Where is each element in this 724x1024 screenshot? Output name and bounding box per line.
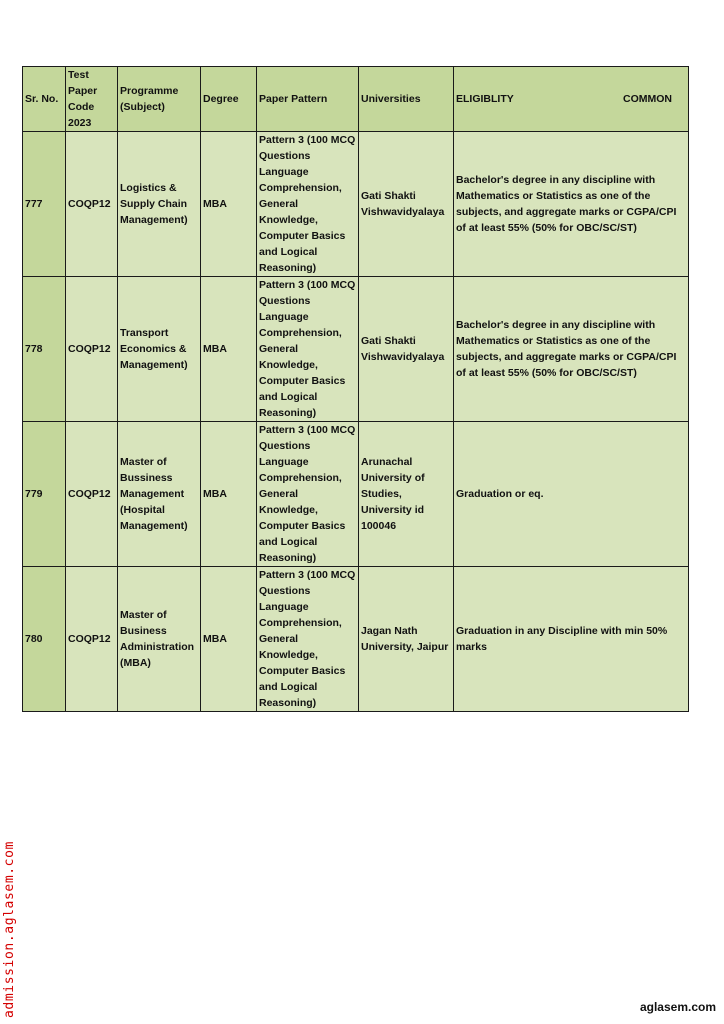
cell-test-paper-code: COQP12: [66, 132, 118, 277]
cell-sr-no: 777: [23, 132, 66, 277]
table-row: [23, 277, 689, 422]
cell-university: Arunachal University of Studies, University id 100046: [359, 422, 454, 567]
cell-eligibility: Graduation or eq.: [454, 422, 689, 567]
cell-degree: MBA: [201, 277, 257, 422]
cell-degree: MBA: [201, 132, 257, 277]
cell-university: Gati Shakti Vishwavidyalaya: [359, 132, 454, 277]
cell-test-paper-code: COQP12: [66, 567, 118, 712]
cell-sr-no: 779: [23, 422, 66, 567]
footer-brand: aglasem.com: [639, 1000, 716, 1014]
cell-sr-no: 778: [23, 277, 66, 422]
cell-paper-pattern: Pattern 3 (100 MCQ Questions Language Comprehension, General Knowledge, Computer Basics and Logical Reasoning): [257, 277, 359, 422]
header-eligibility-label: ELIGIBLITY: [456, 93, 514, 105]
cell-paper-pattern: Pattern 3 (100 MCQ Questions Language Comprehension, General Knowledge, Computer Basics and Logical Reasoning): [257, 132, 359, 277]
cell-university: Gati Shakti Vishwavidyalaya: [359, 277, 454, 422]
cell-degree: MBA: [201, 567, 257, 712]
cell-university: Jagan Nath University, Jaipur: [359, 567, 454, 712]
cell-sr-no: 780: [23, 567, 66, 712]
cell-paper-pattern: Pattern 3 (100 MCQ Questions Language Comprehension, General Knowledge, Computer Basics and Logical Reasoning): [257, 567, 359, 712]
cell-programme: Logistics & Supply Chain Management): [118, 132, 201, 277]
cell-test-paper-code: COQP12: [66, 422, 118, 567]
header-eligibility: [454, 67, 689, 132]
cell-test-paper-code: COQP12: [66, 277, 118, 422]
header-test-paper-code: Test Paper Code 2023: [66, 67, 118, 132]
header-row: [23, 67, 689, 132]
cell-paper-pattern: Pattern 3 (100 MCQ Questions Language Comprehension, General Knowledge, Computer Basics and Logical Reasoning): [257, 422, 359, 567]
header-eligibility-common: COMMON: [623, 93, 672, 105]
cell-degree: MBA: [201, 422, 257, 567]
cell-programme: Master of Bussiness Management (Hospital Management): [118, 422, 201, 567]
header-programme: Programme (Subject): [118, 67, 201, 132]
watermark: admission.aglasem.com: [2, 841, 17, 1018]
cell-eligibility: Bachelor's degree in any discipline with Mathematics or Statistics as one of the subjects, and aggregate marks or CGPA/CPI of at least 55% (50% for OBC/SC/ST): [454, 277, 689, 422]
header-sr-no: Sr. No.: [23, 67, 66, 132]
cell-programme: Master of Business Administration (MBA): [118, 567, 201, 712]
cell-eligibility: Bachelor's degree in any discipline with Mathematics or Statistics as one of the subjects, and aggregate marks or CGPA/CPI of at least 55% (50% for OBC/SC/ST): [454, 132, 689, 277]
header-universities: Universities: [359, 67, 454, 132]
table-row: [23, 422, 689, 567]
table-row: [23, 567, 689, 712]
cell-programme: Transport Economics & Management): [118, 277, 201, 422]
header-paper-pattern: Paper Pattern: [257, 67, 359, 132]
table-row: [23, 132, 689, 277]
programme-table: [22, 66, 689, 712]
cell-eligibility: Graduation in any Discipline with min 50% marks: [454, 567, 689, 712]
header-degree: Degree: [201, 67, 257, 132]
